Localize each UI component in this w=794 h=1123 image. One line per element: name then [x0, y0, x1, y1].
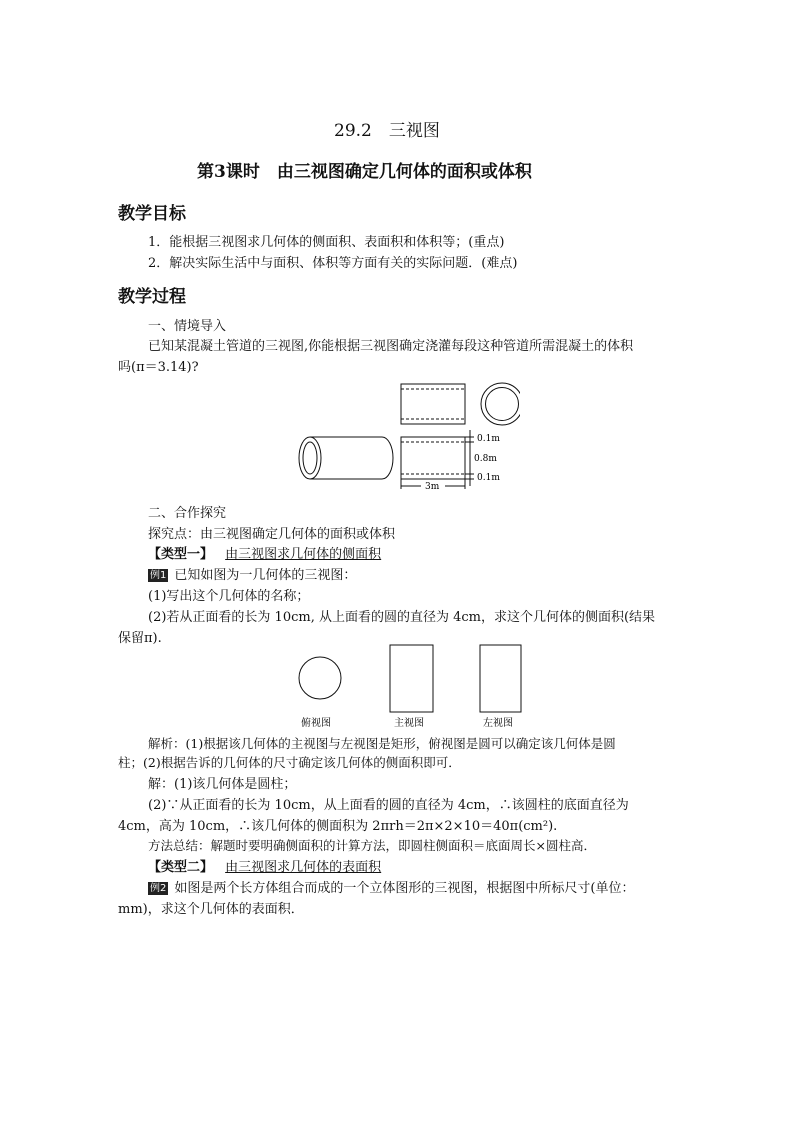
process-heading: 教学过程 [118, 287, 186, 307]
example1-stem-text: 已知如图为一几何体的三视图： [174, 568, 357, 583]
example1-stem [148, 564, 356, 583]
type1-tag: 【类型一】 [148, 547, 214, 562]
pipe-cylinder-drawing [299, 437, 393, 479]
dim-label-top: 0.1m [477, 434, 500, 444]
explore-heading: 二、合作探究 [148, 506, 227, 521]
dim-label-mid: 0.8m [474, 454, 497, 464]
solution-line-1: 解：(1)该几何体是圆柱； [148, 777, 297, 792]
solution-line-3: 4cm，高为 10cm，∴该几何体的侧面积为 2πrh＝2π×2×10＝40π(cm²). [118, 819, 558, 834]
analysis-line-2: 柱；(2)根据告诉的几何体的尺寸确定该几何体的侧面积即可． [118, 755, 461, 770]
front-view-rect [390, 645, 433, 712]
front-view-caption: 主视图 [394, 718, 424, 729]
dim-label-length: 3m [425, 482, 440, 492]
left-view-caption: 左视图 [483, 718, 513, 729]
top-view-circle [299, 657, 341, 699]
example1-badge: 例1 [150, 570, 167, 581]
pipe-three-view-figure [290, 380, 520, 492]
left-view-rect [480, 645, 521, 712]
top-view-caption: 俯视图 [301, 718, 331, 729]
intro-heading: 一、情境导入 [148, 319, 227, 334]
section-title: 29.2 三视图 [334, 121, 440, 141]
cylinder-three-views-figure [290, 640, 530, 732]
method-summary: 方法总结：解题时要明确侧面积的计算方法，即圆柱侧面积＝底面周长×圆柱高． [148, 838, 596, 853]
pipe-front-view [401, 384, 465, 424]
type2-title: 由三视图求几何体的表面积 [225, 860, 382, 875]
example1-q2-line-2: 保留π). [118, 631, 162, 646]
goals-heading: 教学目标 [118, 204, 186, 224]
solution-line-2: (2)∵从正面看的长为 10cm，从上面看的圆的直径为 4cm，∴该圆柱的底面直径为 [148, 798, 629, 813]
explore-point: 探究点：由三视图确定几何体的面积或体积 [148, 527, 396, 542]
dim-label-bottom: 0.1m [477, 473, 500, 483]
lesson-title: 第3课时 由三视图确定几何体的面积或体积 [197, 162, 532, 182]
intro-text-line-1: 已知某混凝土管道的三视图,你能根据三视图确定浇灌每段这种管道所需混凝土的体积 [148, 339, 634, 354]
pipe-side-view-circle [481, 383, 520, 425]
type2-tag: 【类型二】 [148, 860, 214, 875]
analysis-line-1: 解析：(1)根据该几何体的主视图与左视图是矩形，俯视图是圆可以确定该几何体是圆 [148, 736, 616, 751]
intro-text-line-2: 吗(π＝3.14)? [118, 360, 199, 375]
goal-item-2: 2．解决实际生活中与面积、体积等方面有关的实际问题．(难点) [148, 256, 518, 271]
goal-item-1: 1．能根据三视图求几何体的侧面积、表面积和体积等；(重点) [148, 235, 505, 250]
example1-q1: (1)写出这个几何体的名称； [148, 589, 310, 604]
type1-title: 由三视图求几何体的侧面积 [225, 547, 382, 562]
example2-line-2: mm)，求这个几何体的表面积． [118, 902, 304, 917]
example2-badge: 例2 [150, 883, 167, 894]
type2-heading [148, 856, 381, 875]
type1-heading [148, 543, 381, 562]
pipe-dimension-view [401, 430, 474, 489]
example1-q2-line-1: (2)若从正面看的长为 10cm, 从上面看的圆的直径为 4cm，求这个几何体的侧面积(结果 [148, 610, 656, 625]
example2-text: 如图是两个长方体组合而成的一个立体图形的三视图，根据图中所标尺寸(单位： [174, 881, 635, 896]
example2-line-1 [148, 877, 634, 896]
